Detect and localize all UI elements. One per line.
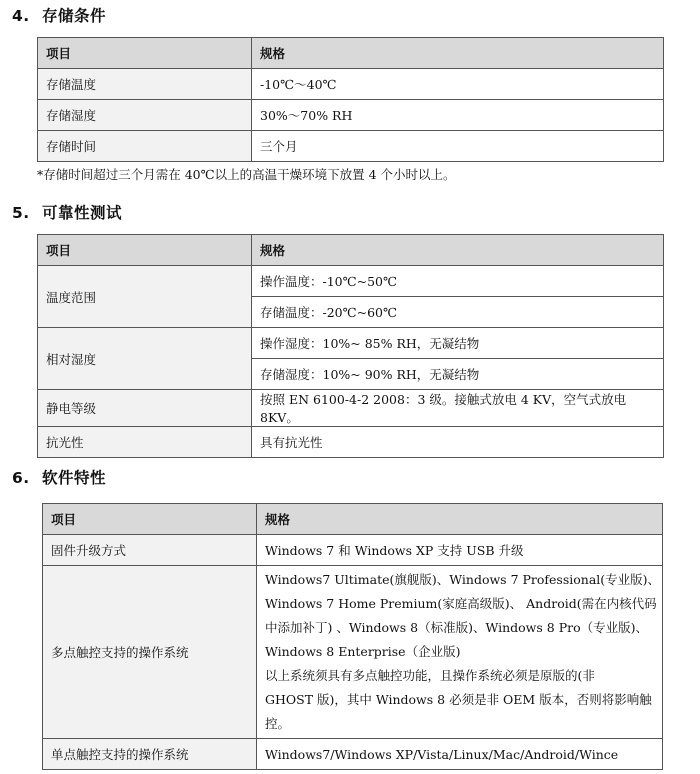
row-item: 抗光性 xyxy=(38,427,252,458)
storage-note: *存储时间超过三个月需在 40℃以上的高温干燥环境下放置 4 个小时以上。 xyxy=(37,167,456,182)
storage-conditions-table xyxy=(37,37,664,162)
row-item: 存储温度 xyxy=(38,69,252,100)
table-header-row xyxy=(43,504,663,535)
row-item: 固件升级方式 xyxy=(43,535,257,566)
header-spec: 规格 xyxy=(252,38,664,69)
section-5-title xyxy=(12,201,122,223)
section-heading: 软件特性 xyxy=(42,469,107,487)
row-spec: 操作温度：-10℃~50℃ xyxy=(252,266,664,297)
header-item: 项目 xyxy=(38,38,252,69)
section-heading: 存储条件 xyxy=(42,7,107,25)
table-row xyxy=(38,427,664,458)
row-spec: Windows7/Windows XP/Vista/Linux/Mac/Android/Wince xyxy=(257,739,663,770)
reliability-test-table xyxy=(37,234,664,458)
row-item: 相对湿度 xyxy=(38,328,252,390)
spec-line: Windows 7 Home Premium(家庭高级版)、 Android(需在内核代码 xyxy=(265,596,657,611)
row-spec: 三个月 xyxy=(252,131,664,162)
spec-line: GHOST 版)，其中 Windows 8 必须是非 OEM 版本，否则将影响触 xyxy=(265,692,652,707)
row-spec: 操作湿度：10%~ 85% RH，无凝结物 xyxy=(252,328,664,359)
row-spec: 存储湿度：10%~ 90% RH，无凝结物 xyxy=(252,359,664,390)
row-item: 温度范围 xyxy=(38,266,252,328)
table-header-row xyxy=(38,38,664,69)
table-row xyxy=(38,390,664,427)
table-row xyxy=(38,266,664,297)
section-6-title xyxy=(12,466,106,488)
row-spec: 按照 EN 6100-4-2 2008：3 级。接触式放电 4 KV，空气式放电 8KV。 xyxy=(252,390,664,427)
section-number: 6. xyxy=(12,469,30,487)
spec-line: Windows 8 Enterprise（企业版) xyxy=(265,644,461,659)
spec-line: 以上系统须具有多点触控功能，且操作系统必须是原版的(非 xyxy=(265,668,595,683)
row-item: 多点触控支持的操作系统 xyxy=(43,566,257,739)
section-number: 5. xyxy=(12,204,30,222)
table-row xyxy=(43,739,663,770)
table-row xyxy=(43,535,663,566)
section-heading: 可靠性测试 xyxy=(42,204,123,222)
row-spec: 具有抗光性 xyxy=(252,427,664,458)
row-item: 单点触控支持的操作系统 xyxy=(43,739,257,770)
row-spec: 存储温度：-20℃~60℃ xyxy=(252,297,664,328)
table-row xyxy=(38,69,664,100)
header-item: 项目 xyxy=(43,504,257,535)
row-item: 静电等级 xyxy=(38,390,252,427)
header-spec: 规格 xyxy=(257,504,663,535)
spec-line: 控。 xyxy=(265,716,291,731)
spec-line: Windows7 Ultimate(旗舰版)、Windows 7 Professional(专业版)、 xyxy=(265,572,661,587)
table-row xyxy=(43,566,663,739)
row-spec: -10℃～40℃ xyxy=(252,69,664,100)
row-spec: 30%～70% RH xyxy=(252,100,664,131)
table-row xyxy=(38,328,664,359)
row-spec-multiline xyxy=(257,566,663,739)
header-item: 项目 xyxy=(38,235,252,266)
row-item: 存储湿度 xyxy=(38,100,252,131)
table-row xyxy=(38,131,664,162)
row-item: 存储时间 xyxy=(38,131,252,162)
section-4-title xyxy=(12,4,106,26)
header-spec: 规格 xyxy=(252,235,664,266)
software-features-table xyxy=(42,503,663,770)
section-number: 4. xyxy=(12,7,30,25)
spec-line: 中添加补丁) 、Windows 8（标准版)、Windows 8 Pro（专业版)、 xyxy=(265,620,648,635)
table-row xyxy=(38,100,664,131)
row-spec: Windows 7 和 Windows XP 支持 USB 升级 xyxy=(257,535,663,566)
table-header-row xyxy=(38,235,664,266)
